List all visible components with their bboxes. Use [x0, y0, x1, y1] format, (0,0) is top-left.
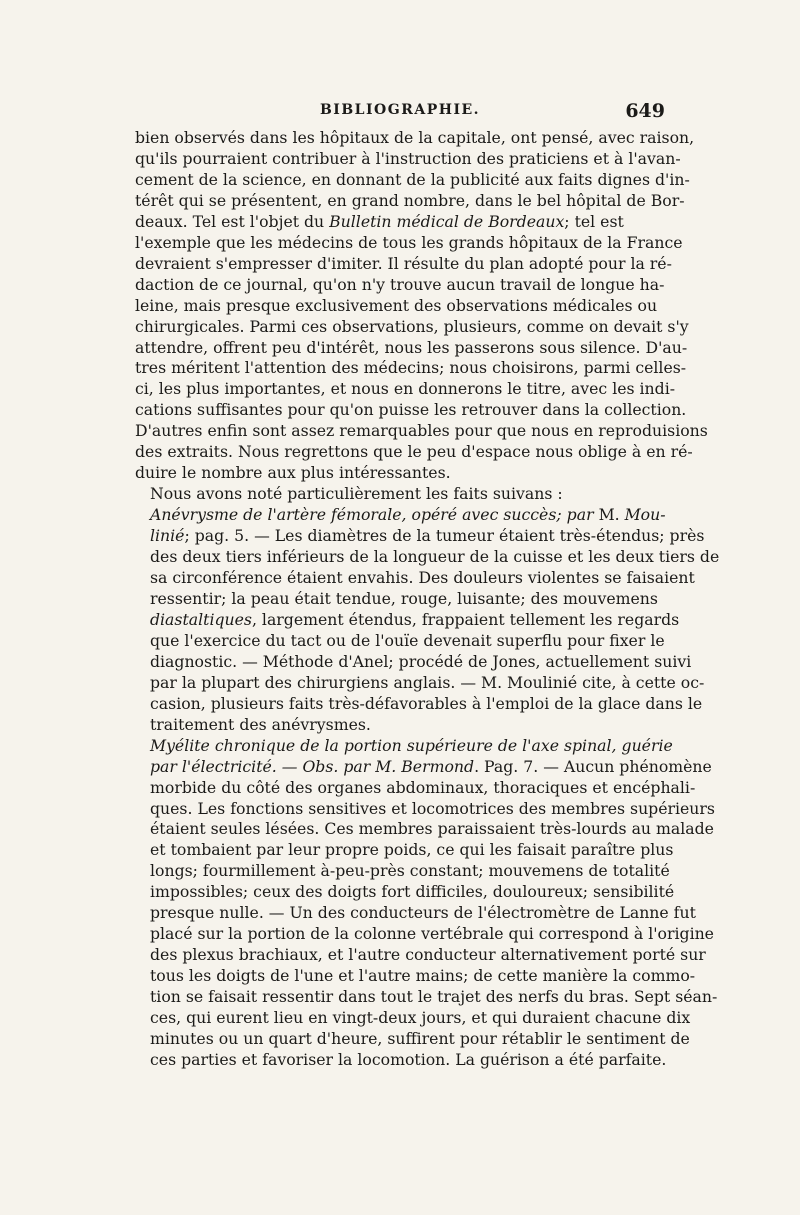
- text-line: et tombaient par leur propre poids, ce qui les faisait paraître plus: [150, 840, 674, 860]
- paragraph-introduction: [135, 128, 708, 484]
- text-line: ressentir; la peau était tendue, rouge, luisante; des mouvemens: [150, 588, 658, 608]
- body-text: [135, 128, 720, 1071]
- text-line: daction de ce journal, qu'on n'y trouve aucun travail de longue ha-: [135, 274, 665, 294]
- text-line: longs; fourmillement à-peu-près constant; mouvemens de totalité: [150, 861, 670, 881]
- text-line: linié; pag. 5. — Les diamètres de la tumeur étaient très-étendus; près: [150, 526, 705, 546]
- text-line: par la plupart des chirurgiens anglais. — M. Moulinié cite, à cette oc-: [150, 672, 705, 692]
- text-line: tous les doigts de l'une et l'autre mains; de cette manière la commo-: [150, 966, 696, 986]
- text-line: deaux. Tel est l'objet du Bulletin médical de Bordeaux; tel est: [135, 211, 624, 231]
- text-line: bien observés dans les hôpitaux de la capitale, ont pensé, avec raison,: [135, 128, 695, 147]
- text-line: tres méritent l'attention des médecins; nous choisirons, parmi celles-: [135, 358, 687, 378]
- paragraph-noted-cases: [135, 484, 665, 505]
- text-line: qu'ils pourraient contribuer à l'instruction des praticiens et à l'avan-: [135, 148, 681, 168]
- text-line: placé sur la portion de la colonne vertébrale qui correspond à l'origine: [150, 924, 714, 944]
- text-line: térêt qui se présentent, en grand nombre, dans le bel hôpital de Bor-: [135, 190, 685, 210]
- text-line: par l'électricité. — Obs. par M. Bermond. Pag. 7. — Aucun phénomène: [150, 756, 712, 776]
- text-line: morbide du côté des organes abdominaux, thoraciques et encéphali-: [150, 777, 696, 797]
- text-line: casion, plusieurs faits très-défavorables à l'emploi de la glace dans le: [150, 693, 703, 713]
- text-line: chirurgicales. Parmi ces observations, plusieurs, comme on devait s'y: [135, 316, 689, 336]
- text-line: ces, qui eurent lieu en vingt-deux jours, et qui duraient chacune dix: [150, 1008, 691, 1028]
- text-line: que l'exercice du tact ou de l'ouïe devenait superflu pour fixer le: [150, 630, 665, 650]
- paragraph-myelitis-case: [135, 735, 718, 1071]
- text-line: presque nulle. — Un des conducteurs de l'électromètre de Lanne fut: [150, 903, 696, 923]
- text-line: D'autres enfin sont assez remarquables pour que nous en reproduisions: [135, 421, 708, 441]
- text-line: tion se faisait ressentir dans tout le trajet des nerfs du bras. Sept séan-: [150, 987, 718, 1007]
- text-line: leine, mais presque exclusivement des observations médicales ou: [135, 295, 658, 315]
- page-number: 649: [625, 100, 665, 122]
- text-line: minutes ou un quart d'heure, suffirent pour rétablir le sentiment de: [150, 1028, 690, 1048]
- text-line: ci, les plus importantes, et nous en donnerons le titre, avec les indi-: [135, 379, 676, 399]
- text-line: diagnostic. — Méthode d'Anel; procédé de Jones, actuellement suivi: [150, 651, 692, 671]
- text-line: des deux tiers inférieurs de la longueur de la cuisse et les deux tiers de: [150, 547, 720, 567]
- text-line: étaient seules lésées. Ces membres paraissaient très-lourds au malade: [150, 819, 714, 839]
- paragraph-aneurysm-case: [135, 505, 720, 735]
- text-line: Anévrysme de l'artère fémorale, opéré avec succès; par M. Mou-: [150, 505, 666, 525]
- text-line: impossibles; ceux des doigts fort difficiles, douloureux; sensibilité: [150, 882, 675, 902]
- text-line: duire le nombre aux plus intéressantes.: [135, 463, 451, 483]
- text-line: devraient s'empresser d'imiter. Il résulte du plan adopté pour la ré-: [135, 253, 672, 273]
- text-line: des plexus brachiaux, et l'autre conducteur alternativement porté sur: [150, 945, 706, 965]
- text-line: ques. Les fonctions sensitives et locomotrices des membres supérieurs: [150, 798, 715, 818]
- text-line: l'exemple que les médecins de tous les grands hôpitaux de la France: [135, 232, 683, 252]
- page-header: [135, 100, 665, 126]
- text-line: traitement des anévrysmes.: [150, 714, 371, 734]
- running-title: BIBLIOGRAPHIE.: [319, 102, 481, 118]
- text-line: Nous avons noté particulièrement les faits suivans :: [150, 484, 563, 504]
- text-line: diastaltiques, largement étendus, frappaient tellement les regards: [150, 609, 680, 629]
- text-line: sa circonférence étaient envahis. Des douleurs violentes se faisaient: [150, 568, 695, 588]
- text-line: cement de la science, en donnant de la publicité aux faits dignes d'in-: [135, 169, 690, 189]
- text-line: cations suffisantes pour qu'on puisse les retrouver dans la collection.: [135, 400, 687, 420]
- text-line: Myélite chronique de la portion supérieure de l'axe spinal, guérie: [150, 735, 673, 755]
- text-line: des extraits. Nous regrettons que le peu d'espace nous oblige à en ré-: [135, 442, 693, 462]
- text-line: attendre, offrent peu d'intérêt, nous les passerons sous silence. D'au-: [135, 337, 688, 357]
- text-line: ces parties et favoriser la locomotion. La guérison a été parfaite.: [150, 1049, 667, 1069]
